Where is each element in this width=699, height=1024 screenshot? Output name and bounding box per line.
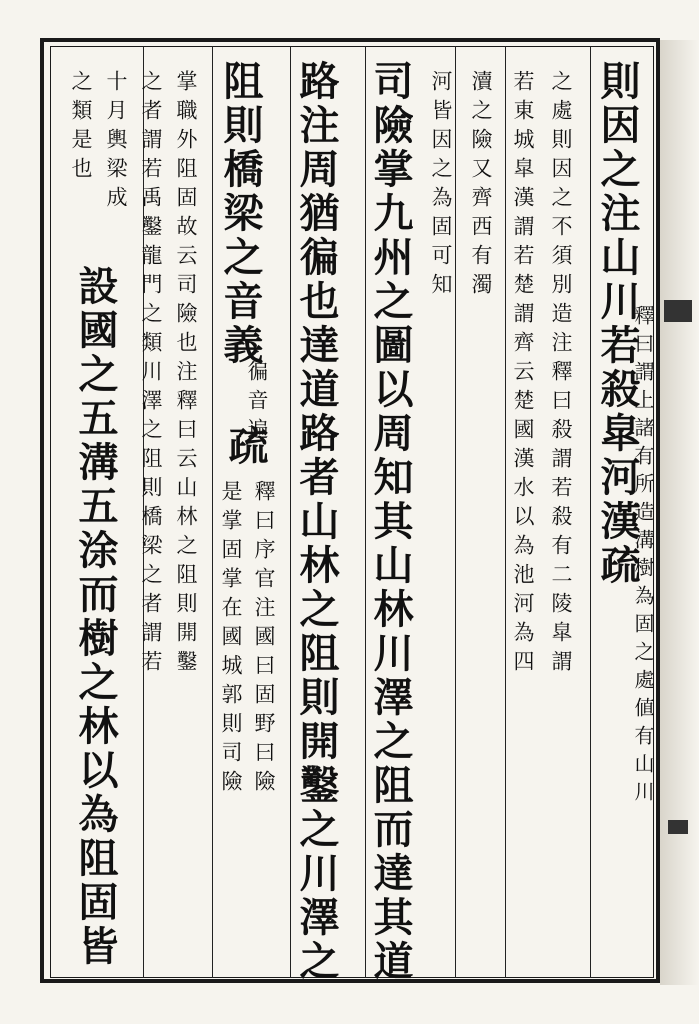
- column-divider: [212, 46, 213, 978]
- edge-mark: [668, 820, 688, 834]
- text-column: 釋曰謂上諸有所造溝樹為固之處値有山川: [631, 305, 655, 809]
- text-column: 釋曰序官注國曰固野曰險: [252, 480, 276, 799]
- page-edge: [660, 40, 699, 985]
- column-divider: [455, 46, 456, 978]
- text-column: 設國之五溝五涂而樹之林以為阻固皆: [72, 265, 119, 969]
- text-column: 河皆因之為固可知: [429, 70, 453, 302]
- text-column: 路注周猶徧也達道路者山林之阻則開鑿之川澤之: [293, 60, 340, 984]
- column-divider: [365, 46, 366, 978]
- text-column: 司險掌九州之圖以周知其山林川澤之阻而達其道: [367, 60, 414, 984]
- text-column: 徧音遍: [245, 360, 269, 447]
- edge-mark: [664, 300, 692, 322]
- text-column: 之者謂若禹鑿龍門之類川澤之阻則橋梁之者謂若: [139, 70, 163, 679]
- text-column: 十月輿梁成: [104, 70, 128, 215]
- text-column: 掌職外阻固故云司險也注釋曰云山林之阻則開鑿: [174, 70, 198, 679]
- text-column: 之處則因之不須別造注釋曰殺謂若殺有二陵皐謂: [549, 70, 573, 679]
- text-column: 瀆之險又齊西有濁: [469, 70, 493, 302]
- text-column: 若東城皐漢謂若楚謂齊云楚國漢水以為池河為四: [511, 70, 535, 679]
- column-divider: [590, 46, 591, 978]
- text-column: 阻則橋梁之音義: [217, 60, 264, 368]
- text-column: 則因之注山川若殺皐河漢疏: [594, 60, 641, 588]
- text-column: 之類是也: [69, 70, 93, 186]
- text-column: 是掌固掌在國城郭則司險: [219, 480, 243, 799]
- text-column: 疏: [222, 425, 269, 469]
- column-divider: [505, 46, 506, 978]
- column-divider: [290, 46, 291, 978]
